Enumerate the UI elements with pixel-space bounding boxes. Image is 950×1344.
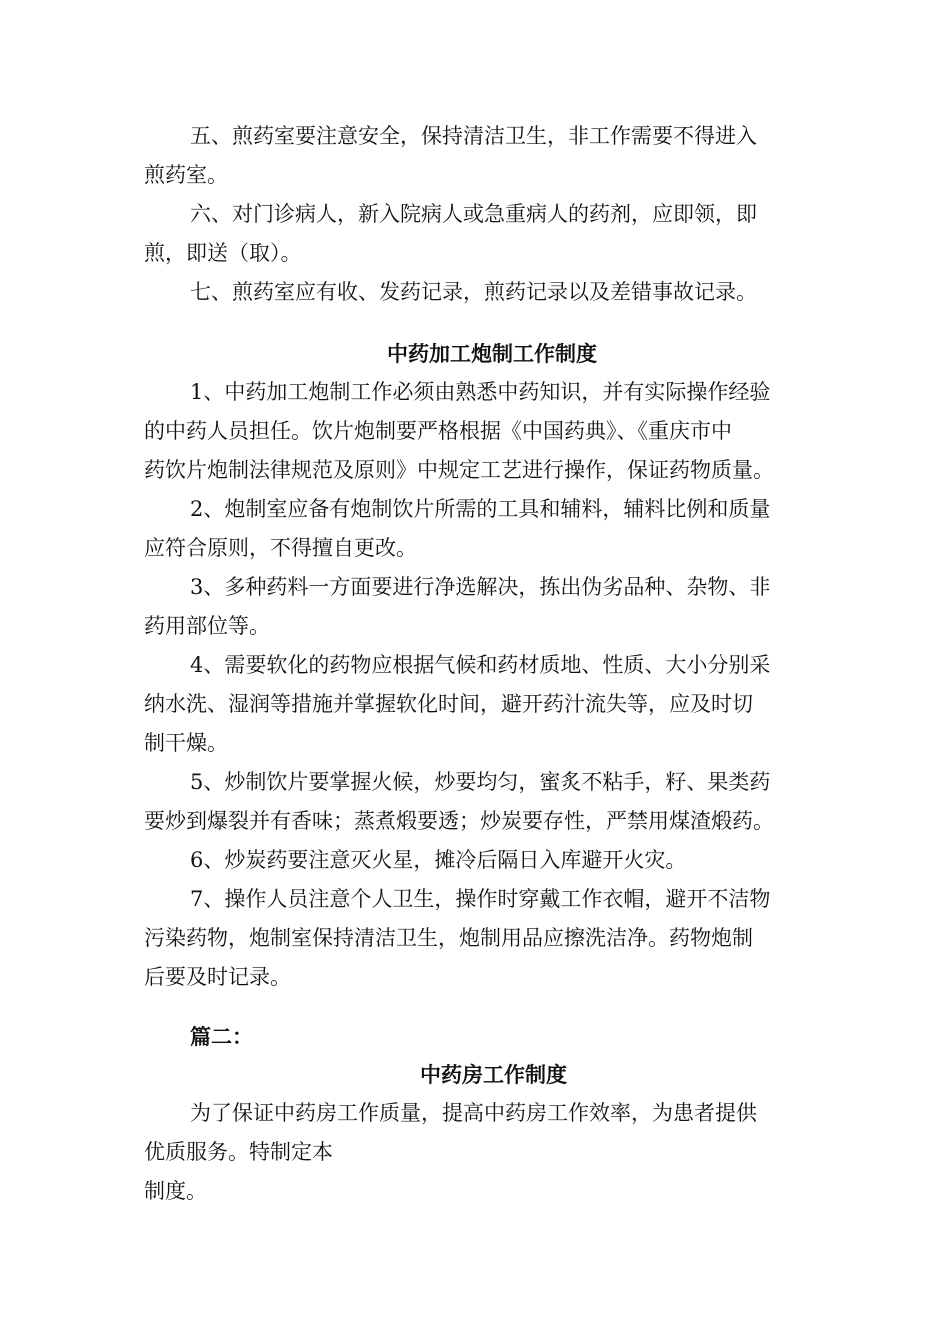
paragraph-line: 2、炮制室应备有炮制饮片所需的工具和辅料，辅料比例和质量 [190, 497, 771, 521]
paragraph-line: 1、中药加工炮制工作必须由熟悉中药知识，并有实际操作经验 [190, 380, 771, 404]
part-label: 篇二： [190, 1024, 253, 1049]
paragraph-line: 五、煎药室要注意安全，保持清洁卫生，非工作需要不得进入 [190, 124, 757, 148]
paragraph-line: 为了保证中药房工作质量，提高中药房工作效率，为患者提供 [190, 1101, 757, 1125]
paragraph-line: 的中药人员担任。饮片炮制要严格根据《中国药典》、《重庆市中 [144, 419, 732, 443]
paragraph-line: 4、需要软化的药物应根据气候和药材质地、性质、大小分别采 [190, 653, 771, 677]
paragraph-line: 六、对门诊病人，新入院病人或急重病人的药剂，应即领，即 [190, 202, 757, 226]
paragraph-line: 3、多种药料一方面要进行净选解决，拣出伪劣品种、杂物、非 [190, 575, 771, 599]
paragraph-line: 后要及时记录。 [144, 965, 291, 989]
paragraph-line: 污染药物，炮制室保持清洁卫生，炮制用品应擦洗洁净。药物炮制 [144, 926, 753, 950]
paragraph-line: 6、炒炭药要注意灭火星，摊冷后隔日入库避开火灾。 [190, 848, 687, 872]
paragraph-line: 优质服务。特制定本 [144, 1140, 333, 1164]
paragraph-line: 应符合原则，不得擅自更改。 [144, 536, 417, 560]
paragraph-line: 七、煎药室应有收、发药记录，煎药记录以及差错事故记录。 [190, 280, 757, 304]
paragraph-line: 制干燥。 [144, 731, 228, 755]
section-heading: 中药房工作制度 [420, 1062, 567, 1087]
paragraph-line: 要炒到爆裂并有香味；蒸煮煅要透；炒炭要存性，严禁用煤渣煅药。 [144, 809, 774, 833]
paragraph-line: 煎，即送（取）。 [144, 241, 302, 265]
paragraph-line: 制度。 [144, 1179, 207, 1203]
paragraph-line: 纳水洗、湿润等措施并掌握软化时间，避开药汁流失等，应及时切 [144, 692, 753, 716]
paragraph-line: 煎药室。 [144, 163, 228, 187]
paragraph-line: 5、炒制饮片要掌握火候，炒要均匀，蜜炙不粘手，籽、果类药 [190, 770, 771, 794]
paragraph-line: 7、操作人员注意个人卫生，操作时穿戴工作衣帽，避开不洁物 [190, 887, 771, 911]
paragraph-line: 药用部位等。 [144, 614, 270, 638]
section-heading: 中药加工炮制工作制度 [387, 341, 597, 366]
paragraph-line: 药饮片炮制法律规范及原则》中规定工艺进行操作，保证药物质量。 [144, 458, 774, 482]
